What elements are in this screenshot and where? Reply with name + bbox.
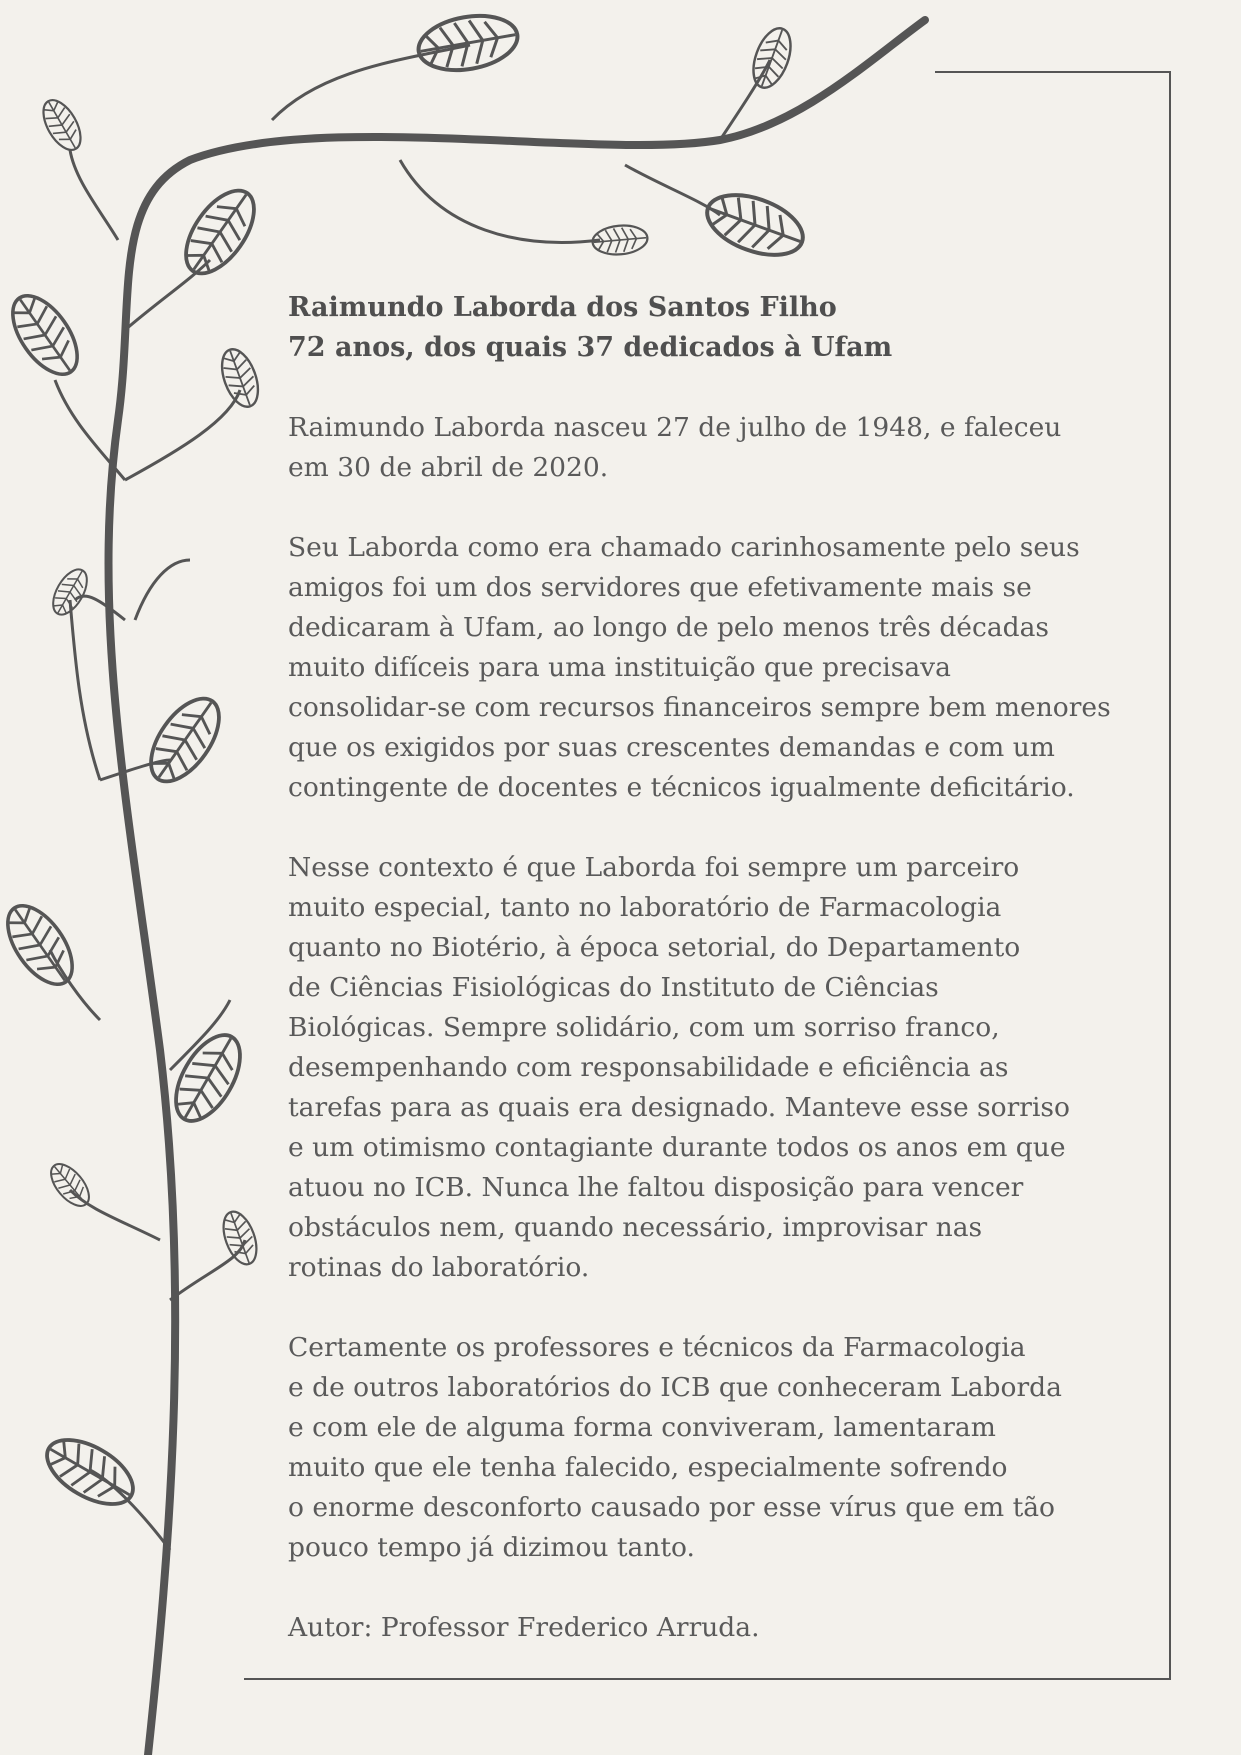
paragraph-birth-death: Raimundo Laborda nasceu 27 de julho de 1948, e faleceu em 30 de abril de 2020. xyxy=(288,412,1062,483)
paragraph-dedication: Seu Laborda como era chamado carinhosamente pelo seus amigos foi um dos servidores que efetivamente mais se dedicaram à Ufam, ao longo de pelo menos três décadas muito difíceis para uma instituição que precisava consolidar-se com recursos financeiros sempre bem menores que os exigidos por suas crescentes demandas e com um contingente de docentes e técnicos igualmente deficitário. xyxy=(288,532,1111,803)
frame-top-border xyxy=(935,71,1171,73)
frame-right-border xyxy=(1169,71,1171,1680)
heading-name: Raimundo Laborda dos Santos Filho xyxy=(288,292,837,323)
paragraph-context: Nesse contexto é que Laborda foi sempre um parceiro muito especial, tanto no laboratório de Farmacologia quanto no Biotério, à época setorial, do Departamento de Ciências Fisiológicas do Instituto de Ciências Biológicas. Sempre solidário, com um sorriso franco, desempenhando com responsabilidade e eficiência as tarefas para as quais era designado. Manteve esse sorriso e um otimismo contagiante durante todos os anos em que atuou no ICB. Nunca lhe faltou disposição para vencer obstáculos nem, quando necessário, improvisar nas rotinas do laboratório. xyxy=(288,852,1070,1283)
frame-bottom-border xyxy=(244,1678,1171,1680)
tribute-heading xyxy=(288,288,1158,368)
author-line: Autor: Professor Frederico Arruda. xyxy=(288,1612,760,1643)
heading-subtitle: 72 anos, dos quais 37 dedicados à Ufam xyxy=(288,332,893,363)
tribute-text xyxy=(288,288,1158,1648)
paragraph-remembrance: Certamente os professores e técnicos da Farmacologia e de outros laboratórios do ICB que conheceram Laborda e com ele de alguma forma conviveram, lamentaram muito que ele tenha falecido, especialmente sofrendo o enorme desconforto causado por esse vírus que em tão pouco tempo já dizimou tanto. xyxy=(288,1332,1062,1563)
